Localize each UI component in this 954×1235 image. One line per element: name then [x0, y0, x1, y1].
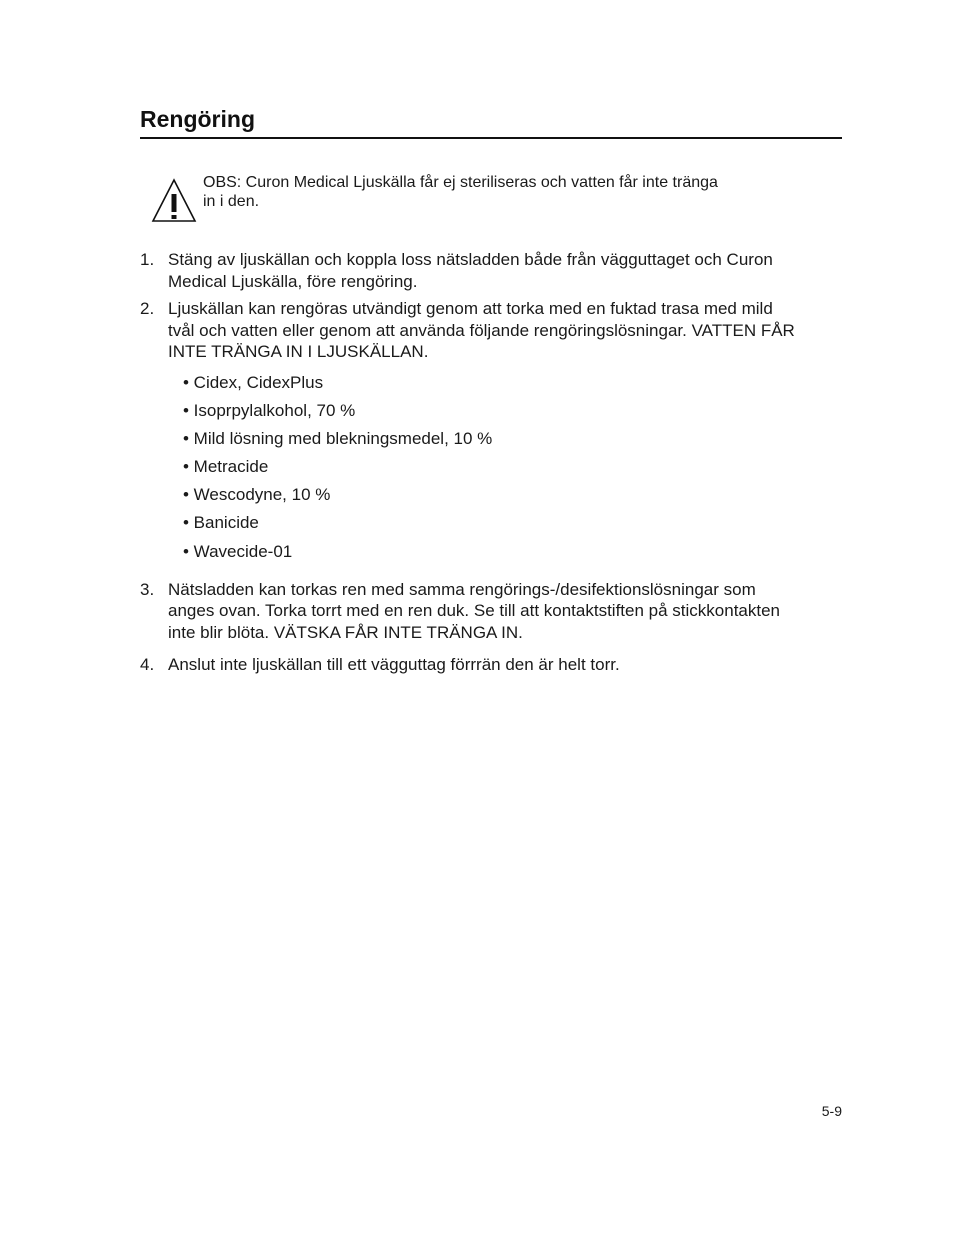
list-item: • Isoprpylalkohol, 70 %: [183, 400, 356, 420]
step-1: [140, 249, 840, 292]
step-text-line: tvål och vatten eller genom att använda följande rengöringslösningar. VATTEN FÅR: [168, 320, 795, 340]
title-divider: [140, 137, 842, 139]
step-text-line: Stäng av ljuskällan och koppla loss nätsladden både från vägguttaget och Curon: [168, 250, 773, 269]
step-text-line: Medical Ljuskälla, före rengöring.: [168, 271, 418, 291]
list-item: • Banicide: [183, 513, 259, 533]
step-3: [140, 579, 840, 644]
step-number: 1.: [140, 250, 155, 269]
step-text-line: anges ovan. Torka torrt med en ren duk. Se till att kontaktstiften på stickkontakten: [168, 601, 781, 621]
step-text-line: Nätsladden kan torkas ren med samma rengörings-/desifektionslösningar som: [168, 579, 756, 599]
caution-text-line: in i den.: [203, 193, 260, 210]
step-text-line: Anslut inte ljuskällan till ett vägguttag förrrän den är helt torr.: [168, 655, 620, 675]
caution-text: [203, 173, 813, 211]
page-title: Rengöring: [140, 106, 255, 132]
list-item: • Wavecide-01: [183, 541, 293, 561]
page-number: 5-9: [821, 1103, 842, 1119]
step-text-line: inte blir blöta. VÄTSKA FÅR INTE TRÄNGA IN.: [168, 622, 523, 642]
warning-triangle-icon: [150, 177, 198, 223]
step-text-line: INTE TRÄNGA IN I LJUSKÄLLAN.: [168, 342, 429, 361]
list-item: • Metracide: [183, 457, 269, 477]
cleaning-solutions-list: [168, 372, 840, 569]
step-number: 4.: [140, 655, 155, 675]
step-2: [140, 298, 840, 569]
list-item: • Wescodyne, 10 %: [183, 485, 331, 505]
step-number: 3.: [140, 579, 155, 599]
list-item: • Cidex, CidexPlus: [183, 372, 324, 392]
list-item: • Mild lösning med blekningsmedel, 10 %: [183, 428, 493, 448]
step-number: 2.: [140, 299, 155, 318]
step-text-line: Ljuskällan kan rengöras utvändigt genom att torka med en fuktad trasa med mild: [168, 299, 773, 318]
cleaning-steps: [140, 249, 840, 676]
caution-text-line: OBS: Curon Medical Ljuskälla får ej steriliseras och vatten får inte tränga: [203, 174, 718, 191]
step-4: [140, 654, 840, 676]
